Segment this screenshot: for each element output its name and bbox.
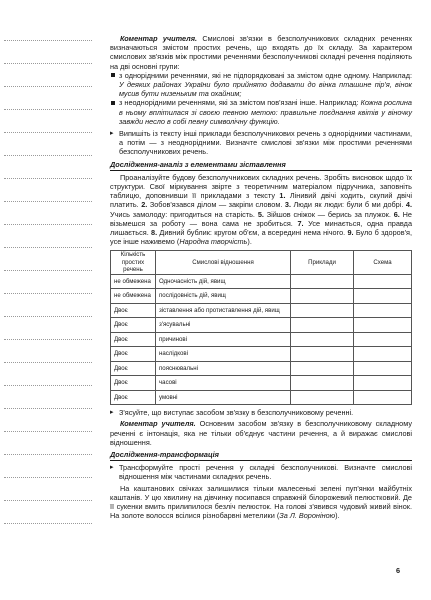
source-citation: Народна творчість bbox=[179, 237, 248, 247]
table-row bbox=[111, 332, 412, 347]
count-cell: Двоє bbox=[111, 303, 156, 318]
table-row bbox=[111, 289, 412, 304]
table-row bbox=[111, 390, 412, 405]
sentence: 4. Учись замолоду: пригодиться на старість. bbox=[110, 200, 412, 219]
scheme-cell[interactable] bbox=[354, 347, 412, 362]
sentence: 6. Не візьмешся за роботу — вона сама не зробиться. bbox=[110, 209, 412, 228]
table-row bbox=[111, 303, 412, 318]
relation-cell: Одночасність дій, явищ bbox=[156, 274, 291, 289]
task-1: ▸ Випишіть із тексту інші приклади безсполучникових речень з однорідними частинами, а потім — з неоднорідними. Визначте смислові зв'язки між простими реченнями безсполучникових речень. bbox=[110, 129, 412, 157]
note-line bbox=[4, 63, 92, 64]
note-line bbox=[4, 408, 92, 409]
note-line bbox=[4, 86, 92, 87]
table-row bbox=[111, 318, 412, 333]
count-cell: Двоє bbox=[111, 332, 156, 347]
group-text: з однорідними реченнями, які не підпорядковані за змістом одне одному. Наприклад: bbox=[119, 70, 412, 80]
scheme-cell[interactable] bbox=[354, 318, 412, 333]
count-cell: Двоє bbox=[111, 318, 156, 333]
note-line bbox=[4, 40, 92, 41]
scheme-cell[interactable] bbox=[354, 289, 412, 304]
section-title-transform: Дослідження-трансформація bbox=[110, 450, 412, 461]
note-line bbox=[4, 224, 92, 225]
final-paragraph: На каштанових свічках залишилися тільки малесенькі зелені пуп'янки майбутніх каштанів. У цю хвилину на дівчинку посипався справжній білорожевий пелюстковий. Де її сукенки вмить прилипилося безліч пелюсток. На голові з'явився чудовий живий вінок. На золоте волосся всілися різнобарвні метелики ( bbox=[110, 483, 412, 521]
column-header: Схема bbox=[354, 251, 412, 274]
section-title-analysis: Дослідження-аналіз з елементами зіставлення bbox=[110, 160, 412, 171]
page-number: 6 bbox=[396, 566, 401, 575]
sentence: 8. Дивний бублик: кругом об'єм, а всередині нема нічого. bbox=[151, 228, 348, 238]
note-line bbox=[4, 247, 92, 248]
note-line bbox=[4, 132, 92, 133]
examples-cell[interactable] bbox=[291, 361, 354, 376]
note-line bbox=[4, 339, 92, 340]
note-line bbox=[4, 270, 92, 271]
relation-cell: умовні bbox=[156, 390, 291, 405]
relation-cell: наслідкові bbox=[156, 347, 291, 362]
note-line bbox=[4, 362, 92, 363]
examples-cell[interactable] bbox=[291, 390, 354, 405]
examples-cell[interactable] bbox=[291, 289, 354, 304]
note-line bbox=[4, 293, 92, 294]
sentence: 3. Люди як люди: були б ми добрі. bbox=[284, 200, 406, 210]
task-2: ▸ З'ясуйте, що виступає засобом зв'язку в безсполучниковому реченні. bbox=[110, 408, 412, 417]
note-line bbox=[4, 201, 92, 202]
analysis-text: Проаналізуйте будову безсполучникових складних речень. Зробіть висновок щодо їх структури. Свої міркування звірте з теоретичним матеріалом підручника, заповніть таблицю, доповнивши її прикладами з тексту 1. Лінивий двічі ходить, скупий двічі платить. 2. Зобов'язався ділом — закріпи словом. 3. Люди як люди: були б ми добрі. 4. Учись замолоду: пригодиться на старість. 5. Зійшов сніжок — берись за плужок. 6. Не візьмешся за роботу — вона сама не зробиться. 7. Усе минається, одна правда лишається. 8. Дивний бублик: кругом об'єм, а всередині нема нічого. 9. Було б здоров'я, усе інше наживемо (Народна творчість). bbox=[110, 172, 413, 247]
group-example: Кожна рослина в ньому вплітилася зі своєю певною метою: правильне поєднання квітів у віночку завжди несло в собі певну символічну функцію. bbox=[119, 98, 412, 126]
sentence: 1. Лінивий двічі ходить, скупий двічі платить. bbox=[110, 191, 412, 210]
note-line bbox=[4, 454, 92, 455]
note-line bbox=[4, 431, 92, 432]
sentence: 7. Усе минається, одна правда лишається. bbox=[110, 218, 413, 238]
note-line bbox=[4, 500, 92, 501]
group-item bbox=[110, 71, 412, 99]
count-cell: не обмежена bbox=[111, 274, 156, 289]
comment-label: Коментар учителя. bbox=[120, 419, 196, 429]
table-row bbox=[111, 274, 412, 289]
table-row bbox=[111, 347, 412, 362]
note-line bbox=[4, 316, 92, 317]
sentence: 2. Зобов'язався ділом — закріпи словом. bbox=[141, 200, 285, 210]
note-line bbox=[4, 109, 92, 110]
count-cell: Двоє bbox=[111, 376, 156, 391]
count-cell: Двоє bbox=[111, 361, 156, 376]
note-line bbox=[4, 178, 92, 179]
scheme-cell[interactable] bbox=[354, 274, 412, 289]
group-text: з неоднорідними реченнями, які за змістом пов'язані інше. Наприклад: bbox=[119, 98, 361, 108]
table-row bbox=[111, 361, 412, 376]
scheme-cell[interactable] bbox=[354, 332, 412, 347]
table-row bbox=[111, 376, 412, 391]
scheme-cell[interactable] bbox=[354, 303, 412, 318]
examples-cell[interactable] bbox=[291, 318, 354, 333]
group-item bbox=[110, 98, 412, 126]
comment-text: Основним засобом зв'язку в безсполучниковому складному реченні є інтонація, яка не тільки об'єднує частини речення, а й виражає смислові відношення. bbox=[110, 419, 412, 447]
final-text: На каштанових свічках залишилися тільки малесенькі зелені пуп'янки майбутніх каштанів. У цю хвилину на дівчинку посипався справжній білорожевий пелюстковий. Де її сукенки вмить прилипилося безліч пелюсток. На голові з'явився чудовий живий вінок. На золоте волосся всілися різнобарвні метелики (За Л. Вороніною). bbox=[110, 483, 412, 521]
examples-cell[interactable] bbox=[291, 274, 354, 289]
column-header: Кількість простих речень bbox=[111, 251, 156, 274]
table-header-row bbox=[111, 251, 412, 274]
column-header: Приклади bbox=[291, 251, 354, 274]
margin-note-lines bbox=[4, 40, 92, 546]
examples-cell[interactable] bbox=[291, 303, 354, 318]
main-content bbox=[110, 34, 412, 520]
relations-table bbox=[110, 250, 412, 405]
examples-cell[interactable] bbox=[291, 347, 354, 362]
group-list bbox=[110, 71, 412, 126]
author-citation: За Л. Вороніною bbox=[279, 511, 336, 521]
comment-label: Коментар учителя. bbox=[120, 34, 198, 43]
analysis-intro: Проаналізуйте будову безсполучникових складних речень. Зробіть висновок щодо їх структури. Свої міркування звірте з теоретичним матеріалом підручника, заповніть таблицю, доповнивши її прикладами з тексту bbox=[110, 172, 412, 201]
comment-text: Смислові зв'язки в безсполучникових складних реченнях визначаються змістом простих речень, що входять до їх складу. За характером смислових зв'язків між простими реченнями безсполучникові складні речення поділяють на дві основні групи: bbox=[110, 34, 412, 71]
note-line bbox=[4, 477, 92, 478]
relation-cell: часові bbox=[156, 376, 291, 391]
sentence: 5. Зійшов сніжок — берись за плужок. bbox=[257, 209, 394, 219]
scheme-cell[interactable] bbox=[354, 390, 412, 405]
scheme-cell[interactable] bbox=[354, 361, 412, 376]
group-example: У деяких районах України було прийнято додавати до вінка пташине пір'я, вінок мусив бути низеньким та охайним; bbox=[119, 80, 412, 99]
teacher-comment-1 bbox=[110, 34, 412, 71]
examples-cell[interactable] bbox=[291, 332, 354, 347]
scheme-cell[interactable] bbox=[354, 376, 412, 391]
relation-cell: пояснювальні bbox=[156, 361, 291, 376]
count-cell: Двоє bbox=[111, 347, 156, 362]
relation-cell: зіставлення або протиставлення дій, явищ bbox=[156, 303, 291, 318]
note-line bbox=[4, 155, 92, 156]
count-cell: Двоє bbox=[111, 390, 156, 405]
relation-cell: послідовність дій, явищ bbox=[156, 289, 291, 304]
relation-cell: причинові bbox=[156, 332, 291, 347]
column-header: Смислові відношення bbox=[156, 251, 291, 274]
examples-cell[interactable] bbox=[291, 376, 354, 391]
sentence: 9. Було б здоров'я, усе інше наживемо ( bbox=[110, 228, 412, 247]
note-line bbox=[4, 523, 92, 524]
relation-cell: з'ясувальні bbox=[156, 318, 291, 333]
task-3: ▸ Трансформуйте прості речення у складні безсполучникові. Визначте смислові відношення між частинами складних речень. bbox=[110, 463, 412, 481]
note-line bbox=[4, 385, 92, 386]
teacher-comment-2 bbox=[110, 419, 412, 447]
count-cell: не обмежена bbox=[111, 289, 156, 304]
